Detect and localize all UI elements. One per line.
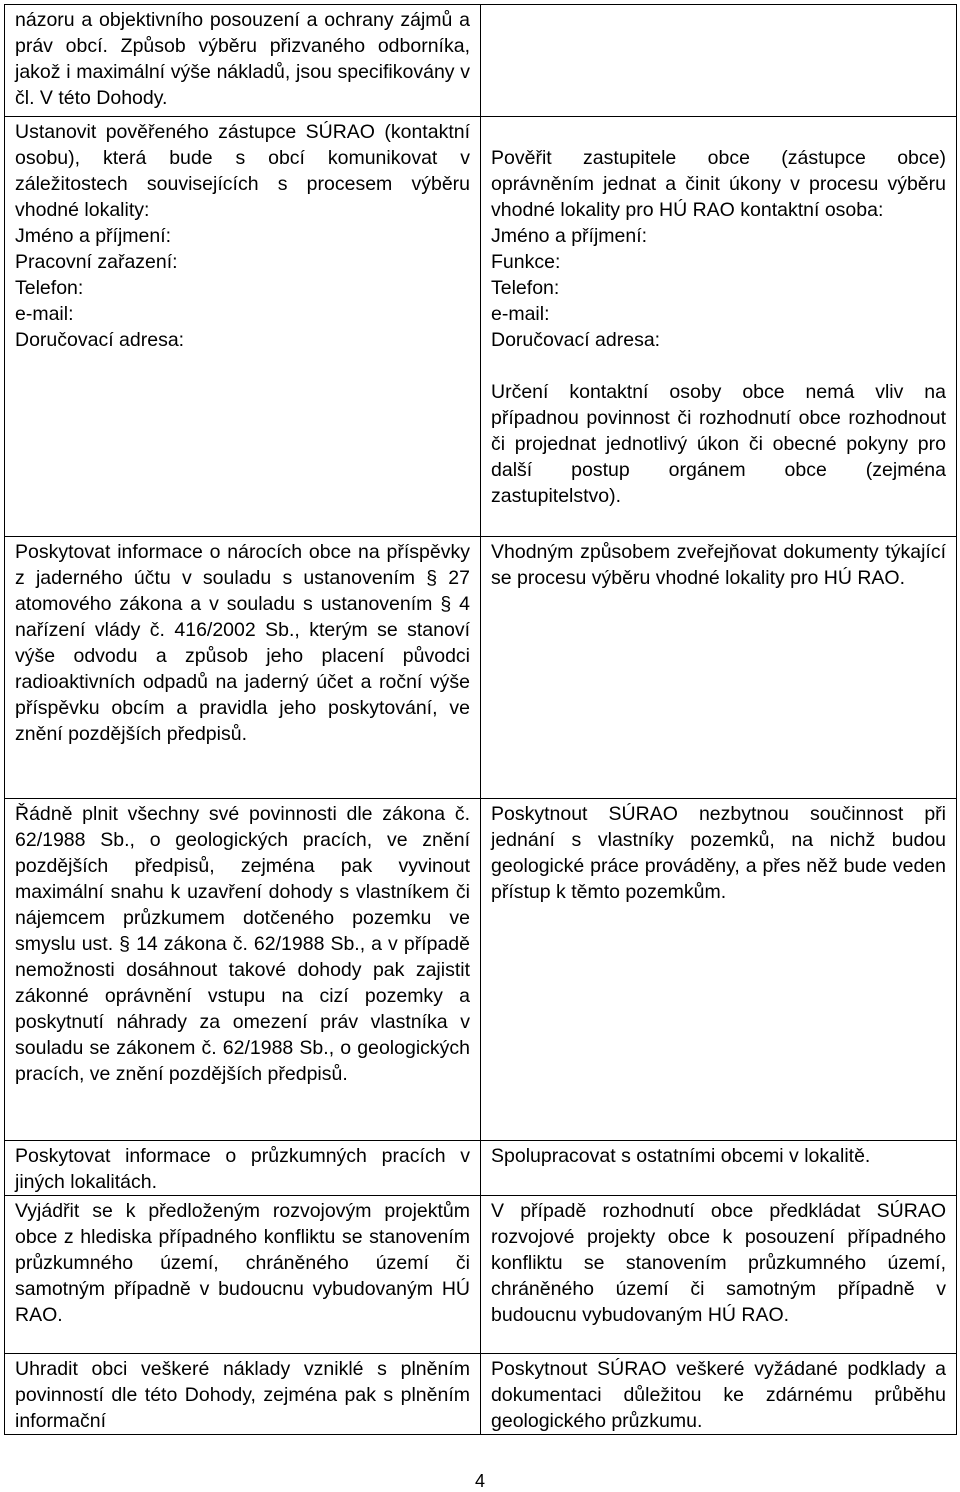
right-cell — [481, 537, 957, 799]
right-cell — [481, 5, 957, 117]
left-text: Řádně plnit všechny své povinnosti dle zákona č. 62/1988 Sb., o geologických pracích, ve znění pozdějších předpisů, zejména pak vyvinout maximální snahu k uzavření dohody s vlastníkem či nájemcem průzkumem dotčeného pozemku ve smyslu ust. § 14 zákona č. 62/1988 Sb., a v případě nemožnosti dosáhnout takové dohody pak zajistit zákonné oprávnění vstupu na cizí pozemky a poskytnutí náhrady za omezení práv vlastníka v souladu se zákonem č. 62/1988 Sb., o geologických pracích, ve znění pozdějších předpisů. — [15, 803, 470, 1085]
contact-fields: Jméno a příjmení: Funkce: Telefon: e-mail: Doručovací adresa: — [491, 225, 661, 351]
right-cell — [481, 1141, 957, 1196]
left-cell — [5, 117, 481, 537]
left-cell — [5, 1354, 481, 1435]
table-row — [5, 5, 957, 117]
table-row — [5, 1196, 957, 1354]
right-text: Poskytnout SÚRAO nezbytnou součinnost při jednání s vlastníky pozemků, na nichž budou geologické práce prováděny, a přes něž bude veden přístup k těmto pozemkům. — [491, 803, 946, 903]
page-number: 4 — [474, 1471, 485, 1491]
right-cell — [481, 1354, 957, 1435]
left-text: Ustanovit pověřeného zástupce SÚRAO (kontaktní osobu), která bude s obcí komunikovat v záležitostech souvisejících s procesem výběru vhodné lokality: — [15, 121, 470, 221]
left-text: názoru a objektivního posouzení a ochrany zájmů a práv obcí. Způsob výběru přizvaného odborníka, jakož i maximální výše nákladů, jsou specifikovány v čl. V této Dohody. — [15, 9, 470, 109]
right-text: Poskytnout SÚRAO veškeré vyžádané podklady a dokumentaci důležitou ke zdárnému průběhu geologického průzkumu. — [491, 1358, 946, 1432]
right-text: Pověřit zastupitele obce (zástupce obce) oprávněním jednat a činit úkony v procesu výběru vhodné lokality pro HÚ RAO kontaktní osoba: — [491, 147, 946, 221]
left-text: Uhradit obci veškeré náklady vzniklé s plněním povinností dle této Dohody, zejména pak s plněním informační — [15, 1358, 470, 1432]
left-cell — [5, 799, 481, 1141]
table-row — [5, 1141, 957, 1196]
left-cell — [5, 5, 481, 117]
table-row — [5, 799, 957, 1141]
right-cell — [481, 1196, 957, 1354]
table-row — [5, 117, 957, 537]
left-cell — [5, 537, 481, 799]
table-row — [5, 1354, 957, 1435]
left-text: Poskytovat informace o nárocích obce na příspěvky z jaderného účtu v souladu s ustanovením § 27 atomového zákona a v souladu s ustanovením § 4 nařízení vlády č. 416/2002 Sb., kterým se stanoví výše odvodu a způsob jeho placení původci radioaktivních odpadů na jaderný účet a roční výše příspěvku obcím a pravidla jeho poskytování, ve znění pozdějších předpisů. — [15, 541, 470, 745]
left-cell — [5, 1196, 481, 1354]
right-note: Určení kontaktní osoby obce nemá vliv na případnou povinnost či rozhodnutí obce rozhodnout či projednat jednotlivý úkon či obecné pokyny pro další postup orgánem obce (zejména zastupitelstvo). — [491, 381, 946, 507]
right-cell — [481, 799, 957, 1141]
contact-fields: Jméno a příjmení: Pracovní zařazení: Telefon: e-mail: Doručovací adresa: — [15, 225, 185, 351]
right-cell — [481, 117, 957, 537]
obligations-table — [4, 4, 957, 1435]
left-text: Poskytovat informace o průzkumných pracích v jiných lokalitách. — [15, 1145, 470, 1193]
left-cell — [5, 1141, 481, 1196]
right-text: Vhodným způsobem zveřejňovat dokumenty týkající se procesu výběru vhodné lokality pro HÚ RAO. — [491, 541, 946, 589]
left-text: Vyjádřit se k předloženým rozvojovým projektům obce z hlediska případného konfliktu se stanovením průzkumného území, chráněného území či samotným případně v budoucnu vybudovaným HÚ RAO. — [15, 1200, 470, 1326]
right-text: Spolupracovat s ostatními obcemi v lokalitě. — [491, 1145, 871, 1167]
right-text: V případě rozhodnutí obce předkládat SÚRAO rozvojové projekty obce k posouzení případného konfliktu se stanovením průzkumného území, chráněného území či samotným případně v budoucnu vybudovaným HÚ RAO. — [491, 1200, 946, 1326]
table-row — [5, 537, 957, 799]
